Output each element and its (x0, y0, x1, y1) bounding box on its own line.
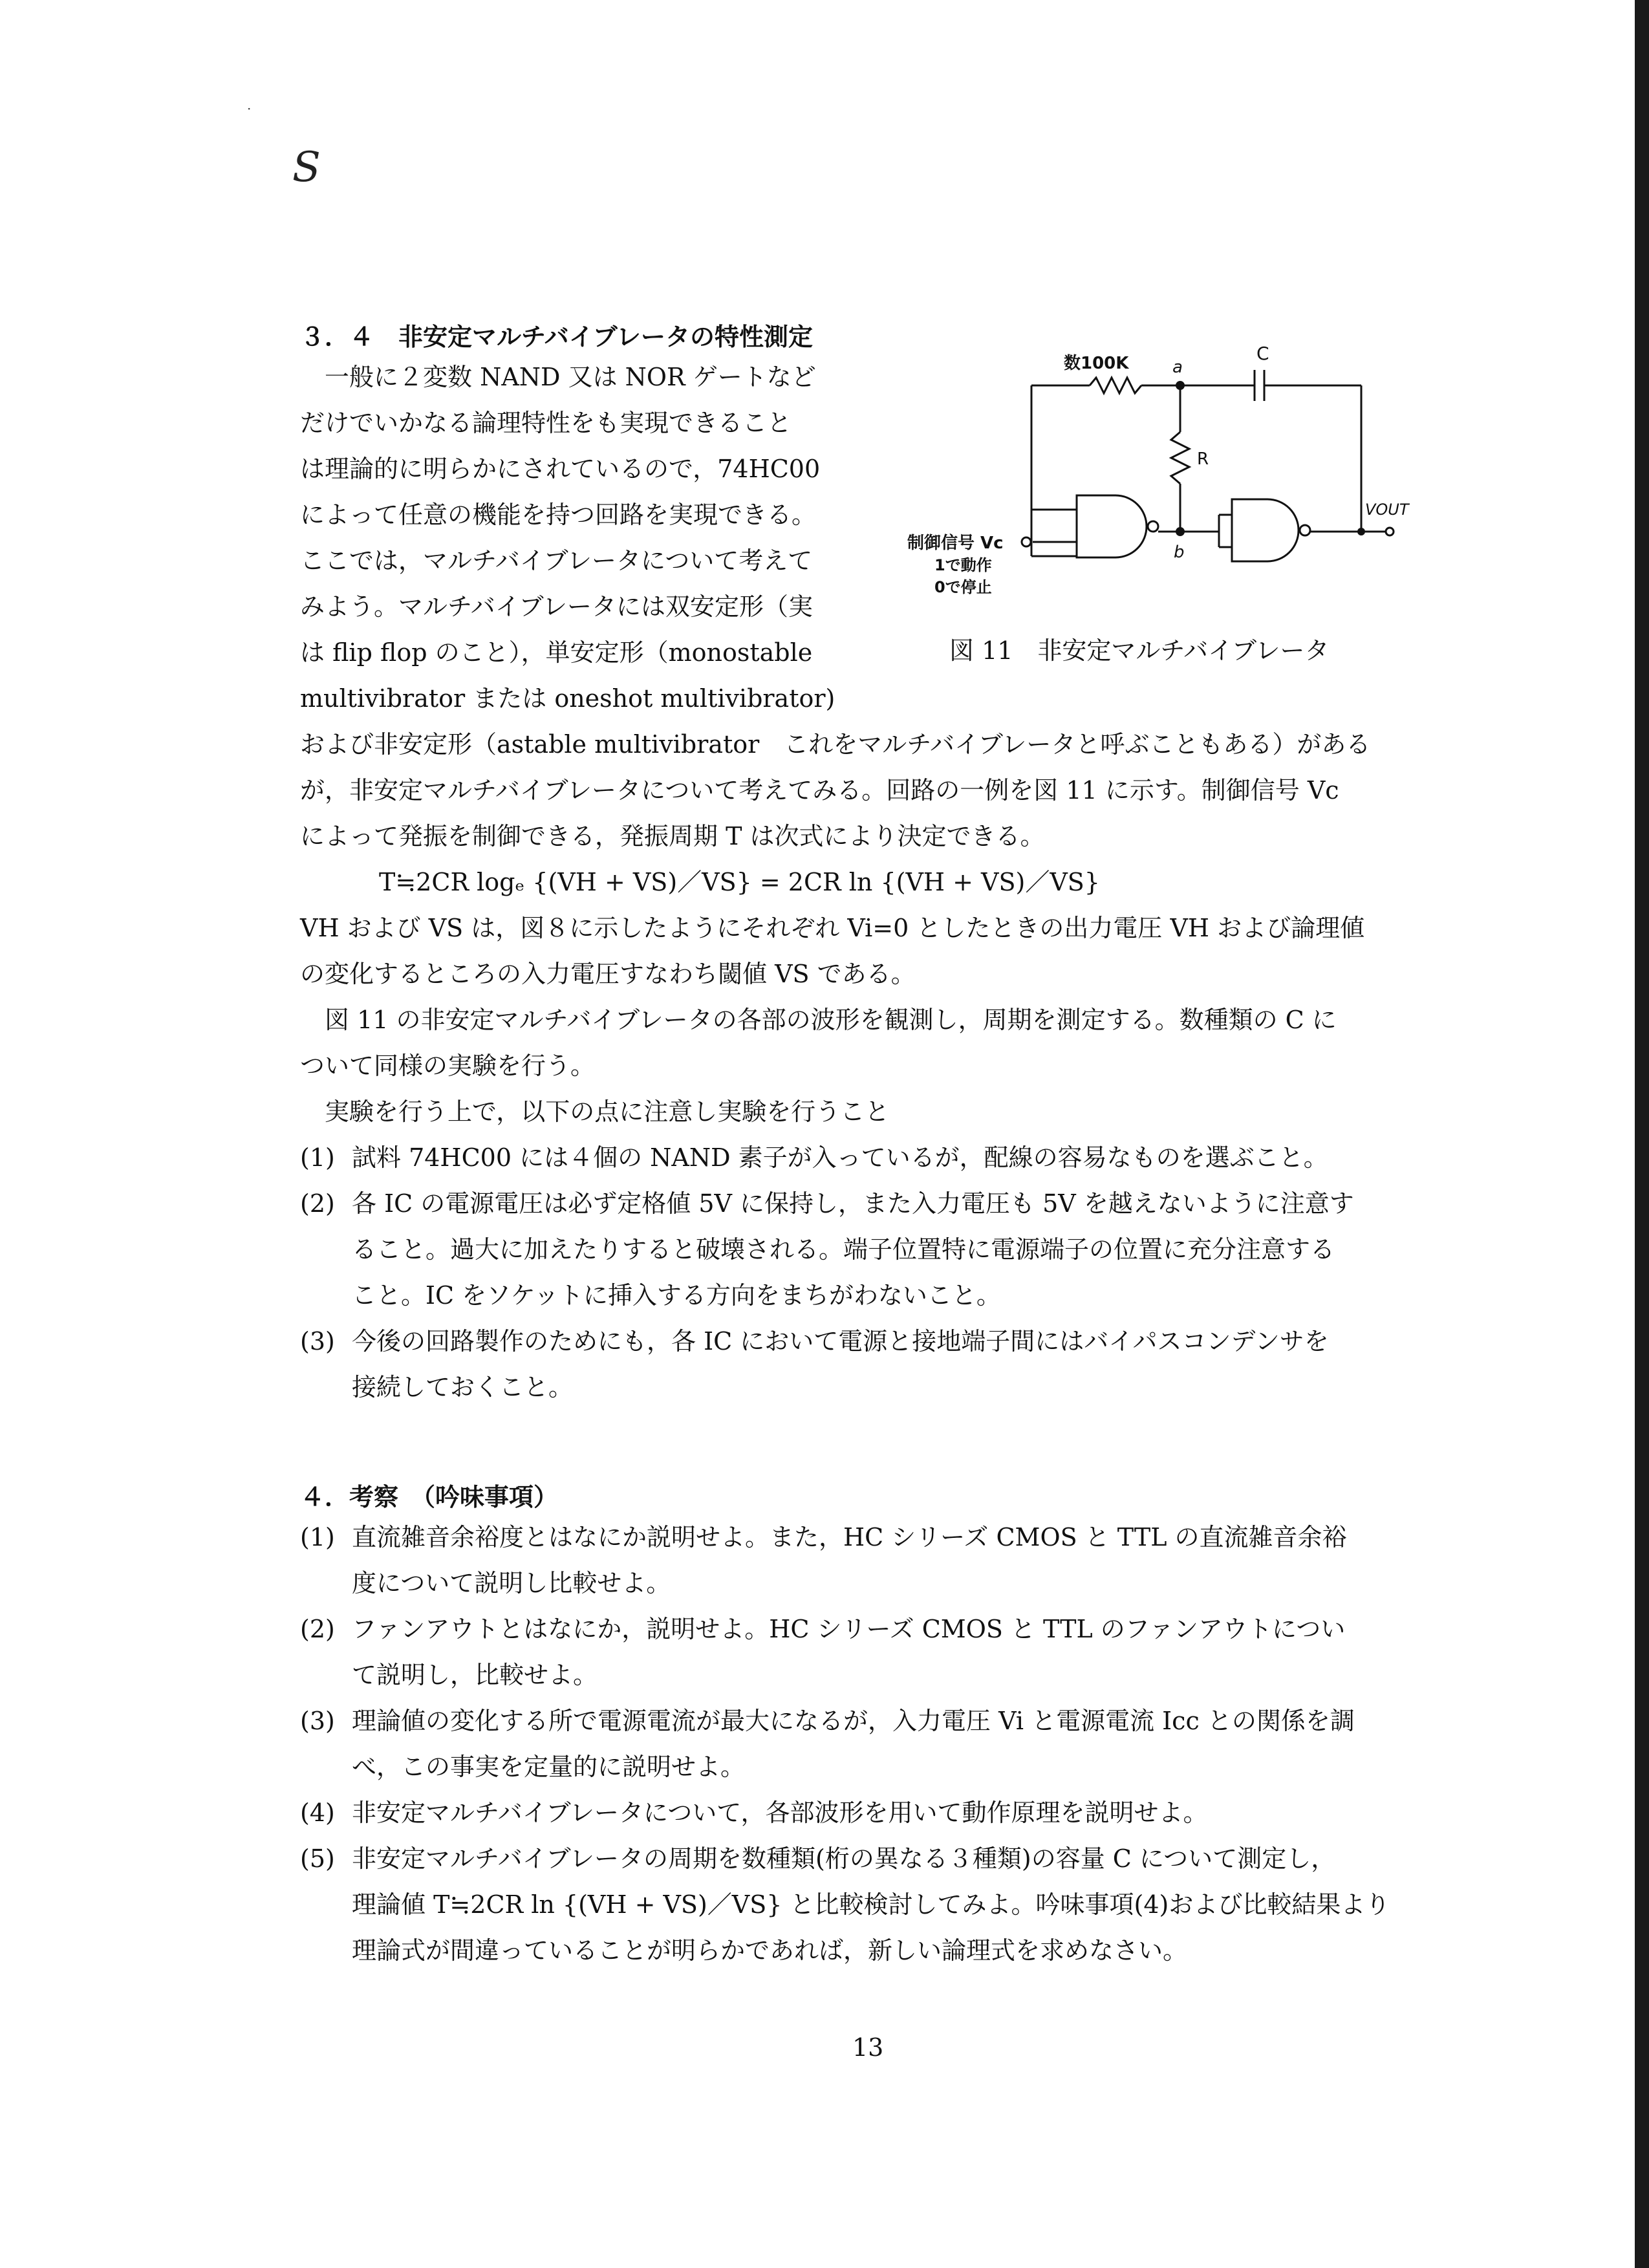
discussion-list (300, 1515, 1438, 1974)
intro-line: ここでは，マルチバイブレータについて考えて (300, 546, 813, 575)
item-line: 非安定マルチバイブレータの周期を数種類(桁の異なる３種類)の容量 C について測定し， (352, 1844, 1336, 1873)
note-line: こと。IC をソケットに挿入する方向をまちがわないこと。 (352, 1281, 1001, 1310)
note-line: 今後の回路製作のためにも，各 IC において電源と接地端子間にはバイパスコンデンサを (352, 1327, 1329, 1355)
item-line: べ，この事実を定量的に説明せよ。 (352, 1753, 746, 1781)
body-line: および非安定形（astable multivibrator これをマルチバイブレータと呼ぶこともある）がある (300, 730, 1371, 759)
body-line: 図 11 の非安定マルチバイブレータの各部の波形を観測し，周期を測定する。数種類の C に (325, 1006, 1337, 1034)
item-line: 直流雑音余裕度とはなにか説明せよ。また，HC シリーズ CMOS と TTL の直流雑音余裕 (352, 1523, 1347, 1551)
intro-line: multivibrator または oneshot multivibrator) (300, 684, 835, 713)
item-line: 非安定マルチバイブレータについて，各部波形を用いて動作原理を説明せよ。 (352, 1798, 1208, 1827)
section-4-heading: ４．考察 （吟味事項） (300, 1483, 559, 1511)
intro-line: は flip flop のこと），単安定形（monostable (300, 638, 813, 667)
body-line: VH および VS は，図８に示したようにそれぞれ Vi=0 としたときの出力電圧 VH および論理値 (300, 914, 1365, 942)
notes-list (300, 1135, 1438, 1410)
note-number: (2) (300, 1189, 335, 1218)
intro-line: は理論的に明らかにされているので，74HC00 (300, 455, 821, 483)
discussion-item (300, 1836, 1438, 1974)
discussion-item (300, 1698, 1438, 1790)
body-line: の変化するところの入力電圧すなわち閾値 VS である。 (300, 960, 916, 988)
node-a-dot (1176, 381, 1185, 390)
scan-speck: · (247, 101, 252, 116)
item-number: (2) (300, 1615, 335, 1643)
intro-line: だけでいかなる論理特性をも実現できること (300, 409, 792, 437)
control-on-label: 1で動作 (934, 556, 992, 574)
item-number: (1) (300, 1523, 335, 1551)
discussion-item (300, 1790, 1438, 1836)
figure-11-caption: 図 11 非安定マルチバイブレータ (949, 636, 1330, 665)
item-number: (4) (300, 1798, 335, 1827)
node-b-label: b (1174, 543, 1185, 562)
note-line: ること。過大に加えたりすると破壊される。端子位置特に電源端子の位置に充分注意する (352, 1235, 1335, 1264)
body-line: が，非安定マルチバイブレータについて考えてみる。回路の一例を図 11 に示す。制御信号 Vc (300, 776, 1339, 805)
discussion-item (300, 1515, 1438, 1606)
handwritten-mark: S (292, 144, 321, 191)
scan-edge (1635, 0, 1649, 2268)
r-label: R (1197, 449, 1209, 469)
node-a-label: a (1172, 358, 1183, 377)
vout-label: VOUT (1365, 501, 1409, 519)
body-paragraph-1 (300, 722, 1370, 1135)
control-off-label: 0で停止 (934, 578, 992, 596)
intro-line: みよう。マルチバイブレータには双安定形（実 (300, 592, 814, 621)
item-number: (3) (300, 1707, 335, 1735)
note-line: 各 IC の電源電圧は必ず定格値 5V に保持し，また入力電圧も 5V を越えないように注意す (352, 1189, 1354, 1218)
figure-11-circuit (896, 336, 1478, 608)
note-item (300, 1135, 1438, 1181)
item-line: て説明し，比較せよ。 (352, 1661, 598, 1689)
circuit-diagram (896, 336, 1478, 608)
node-b-dot (1176, 527, 1185, 536)
intro-line: 一般に２変数 NAND 又は NOR ゲートなど (325, 363, 816, 391)
body-line: によって発振を制御できる，発振周期 T は次式により決定できる。 (300, 822, 1045, 850)
item-line: 理論値 T≒2CR ln {(VH + VS)／VS} と比較検討してみよ。吟味事項(4)および比較結果より (352, 1890, 1390, 1919)
capacitor-label: C (1256, 343, 1269, 364)
note-line: 接続しておくこと。 (352, 1373, 574, 1401)
vout-node-dot (1357, 528, 1365, 535)
item-number: (5) (300, 1844, 335, 1873)
intro-paragraph (300, 354, 835, 722)
section-3-4-heading: ３．４ 非安定マルチバイブレータの特性測定 (300, 323, 814, 351)
discussion-item (300, 1606, 1438, 1698)
item-line: 度について説明し比較せよ。 (352, 1569, 671, 1597)
item-line: ファンアウトとはなにか，説明せよ。HC シリーズ CMOS と TTL のファンアウトについ (352, 1615, 1346, 1643)
resistor-label: 数100K (1064, 354, 1129, 373)
note-number: (1) (300, 1143, 335, 1172)
note-line: 試料 74HC00 には４個の NAND 素子が入っているが，配線の容易なものを選ぶこと。 (352, 1143, 1328, 1172)
period-formula: T≒2CR logₑ {(VH + VS)／VS} = 2CR ln {(VH + VS)／VS} (379, 868, 1100, 896)
note-item (300, 1319, 1438, 1410)
control-signal-label: 制御信号 Vc (907, 534, 1004, 553)
intro-line: によって任意の機能を持つ回路を実現できる。 (300, 501, 817, 529)
page-number: 13 (852, 2033, 884, 2062)
item-line: 理論式が間違っていることが明らかであれば，新しい論理式を求めなさい。 (352, 1936, 1188, 1965)
notes-intro: 実験を行う上で，以下の点に注意し実験を行うこと (325, 1097, 890, 1126)
item-line: 理論値の変化する所で電源電流が最大になるが，入力電圧 Vi と電源電流 Icc との関係を調 (352, 1707, 1355, 1735)
body-line: ついて同様の実験を行う。 (300, 1052, 596, 1080)
note-number: (3) (300, 1327, 335, 1355)
note-item (300, 1181, 1438, 1319)
